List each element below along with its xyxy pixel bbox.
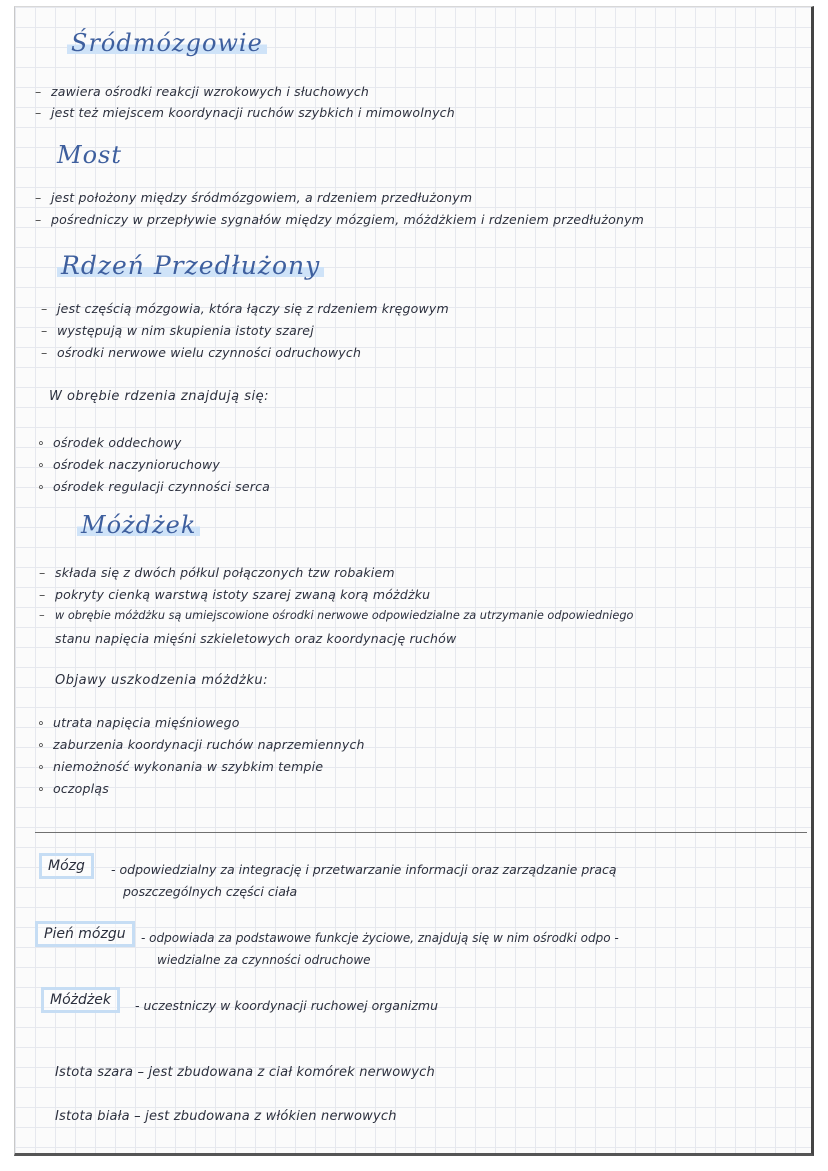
list-item: ∘ niemożność wykonania w szybkim tempie [37,759,324,774]
list-item: – w obrębie móżdżku są umiejscowione ośrodki nerwowe odpowiedzialne za utrzymanie odpowiedniego [39,609,634,622]
section-title-most: Most [57,141,122,169]
subheading-mozdzek: Objawy uszkodzenia móżdżku: [55,673,269,688]
definition-mozg: - odpowiedzialny za integrację i przetwarzanie informacji oraz zarządzanie pracą poszczególnych części ciała [111,862,617,899]
list-item: – ośrodki nerwowe wielu czynności odruchowych [41,345,362,360]
list-item: ∘ ośrodek oddechowy [37,435,182,450]
list-item: ∘ oczopląs [37,781,109,796]
list-item: – pokryty cienką warstwą istoty szarej zwaną korą móżdżku [39,587,431,602]
list-item: – jest też miejscem koordynacji ruchów szybkich i mimowolnych [35,105,455,120]
list-item: – składa się z dwóch półkul połączonych tzw robakiem [39,565,395,580]
definition-mozdzek: - uczestniczy w koordynacji ruchowej organizmu [135,998,439,1013]
list-item: – jest częścią mózgowia, która łączy się z rdzeniem kręgowym [41,301,449,316]
section-title-rdzen: Rdzeń Przedłużony [57,251,324,280]
list-item: ∘ ośrodek naczynioruchowy [37,457,220,472]
list-item: – jest położony między śródmózgowiem, a rdzeniem przedłużonym [35,190,473,205]
term-box-pien-mozgu: Pień mózgu [35,921,135,947]
list-item-continuation: stanu napięcia mięśni szkieletowych oraz koordynację ruchów [55,631,457,646]
list-item: ∘ ośrodek regulacji czynności serca [37,479,271,494]
section-title-mozdzek: Móżdżek [77,511,200,539]
term-box-mozdzek: Móżdżek [41,987,120,1013]
list-item: – występują w nim skupienia istoty szarej [41,323,314,338]
list-item: – pośredniczy w przepływie sygnałów między mózgiem, móżdżkiem i rdzeniem przedłużonym [35,212,645,227]
section-divider [35,832,807,833]
list-item: – zawiera ośrodki reakcji wzrokowych i słuchowych [35,84,370,99]
section-title-srodmozgowie: Śródmózgowie [67,29,267,57]
istota-biala-line: Istota biała – jest zbudowana z włókien nerwowych [55,1109,397,1124]
list-item: ∘ zaburzenia koordynacji ruchów naprzemiennych [37,737,365,752]
subheading-rdzen: W obrębie rdzenia znajdują się: [49,389,270,404]
list-item: ∘ utrata napięcia mięśniowego [37,715,240,730]
term-box-mozg: Mózg [39,853,94,879]
notebook-page [14,6,814,1156]
istota-szara-line: Istota szara – jest zbudowana z ciał komórek nerwowych [55,1065,435,1080]
definition-pien-mozgu: - odpowiada za podstawowe funkcje życiowe, znajdują się w nim ośrodki odpo - wiedzialne za czynności odruchowe [141,931,619,967]
